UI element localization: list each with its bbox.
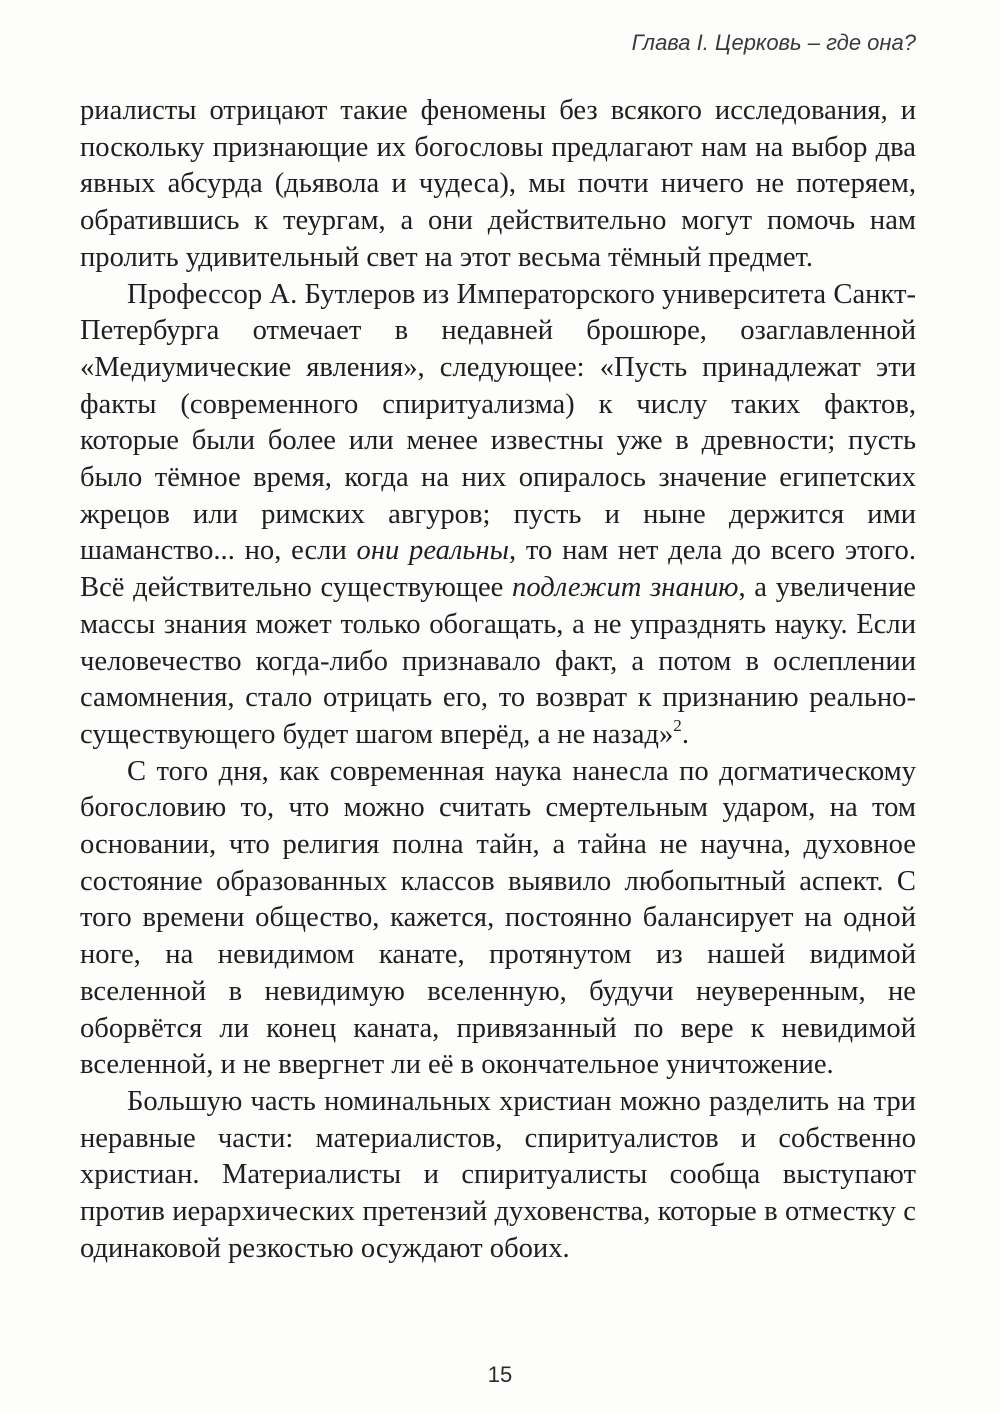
paragraph-text: , а увеличение массы знания может только обогащать, а не упразднять науку. Если человечество когда-либо признавало факт, а потом в ослеплении самомнения, стало отрицать его, то возврат к признанию реально-существующего будет шагом вперёд, а не назад» [80,572,916,750]
paragraph-nominal-christians [80,1084,916,1268]
footnote-marker[interactable]: 2 [673,715,682,735]
paragraph-text: . [681,718,689,750]
paragraph-text: риалисты отрицают такие феномены без всякого исследования, и поскольку признающие их богословы предлагают нам на выбор два явных абсурда (дьявола и чудеса), мы почти ничего не потеряем, обратившись к теургам, а они действительно могут помочь нам пролить удивительный свет на этот весьма тёмный предмет. [80,95,916,273]
paragraph-text: Большую часть номинальных христиан можно разделить на три неравные части: материалистов, спиритуалистов и собственно христиан. Материалисты и спиритуалисты сообща выступают против иерархических претензий духовенства, которые в отместку с одинаковой резкостью осуждают обоих. [80,1085,916,1264]
italic-emphasis: подлежит знанию [512,572,739,604]
page-number: 15 [487,1362,513,1387]
paragraph-text: С того дня, как современная наука нанесла по догматическому богословию то, что можно считать смертельным ударом, на том основании, что религия полна тайн, а тайна не научна, духовное состояние образованных классов выявило любопытный аспект. С того времени общество, кажется, постоянно балансирует на одной ноге, на невидимом канате, протянутом из нашей видимой вселенной в невидимую вселенную, будучи неуверенным, не оборвётся ли конец каната, привязанный по вере к невидимой вселенной, и не ввергнет ли её в окончательное уничтожение. [80,755,916,1081]
paragraph-continuation [80,93,916,277]
running-head: Глава I. Церковь – где она? [631,30,916,55]
paragraph-science-dogma [80,754,916,1084]
paragraph-text: Профессор А. Бутлеров из Императорского университета Санкт-Петербурга отмечает в недавней брошюре, озаглавленной «Медиумические явления», следующее: «Пусть принадлежат эти факты (современного спиритуализма) к числу таких фактов, которые были более или менее известны уже в древности; пусть было тёмное время, когда на них опиралось значение египетских жрецов или римских авгуров; пусть и ныне держится ими шаманство... но, если [80,278,916,567]
body-text [80,93,916,1268]
paragraph-butlerov-quote [80,277,916,754]
italic-emphasis: они реальны [356,535,509,567]
paragraph-text: , то нам нет дела до всего этого. Всё действительно существующее [80,535,916,604]
